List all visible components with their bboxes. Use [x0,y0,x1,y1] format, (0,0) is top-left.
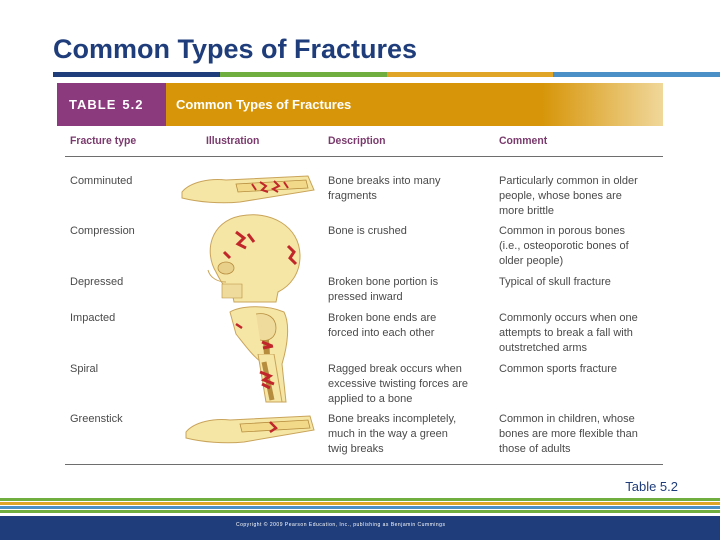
description-line: Bone is crushed [328,225,407,237]
row-type-spiral: Spiral [70,363,99,375]
comment-line: older people) [499,255,564,267]
comment-line: bones are more flexible than [499,428,638,440]
header-rule [65,156,663,157]
description-line: excessive twisting forces are [328,378,468,390]
row-description [328,362,488,407]
table-tag [57,83,166,126]
comment-line: (i.e., osteoporotic bones of [499,240,629,252]
table-tag-label: TABLE [69,97,117,112]
row-description [328,412,488,457]
comment-line: Common in children, whose [499,413,635,425]
table-bottom-rule [65,464,663,465]
forearm-comminuted-icon [180,168,316,206]
row-description [328,311,488,341]
row-type-depressed: Depressed [70,276,124,288]
description-line: twig breaks [328,443,384,455]
description-line: Broken bone ends are [328,312,437,324]
title-underline [53,72,720,77]
row-description [328,174,488,204]
arm-spiral-icon [252,354,298,404]
column-header-type: Fracture type [70,135,137,147]
row-comment [499,362,659,377]
footer-stripes [0,498,720,514]
comment-line: people, whose bones are [499,190,622,202]
comment-line: Particularly common in older [499,175,638,187]
footer-band [0,516,720,540]
description-line: Bone breaks incompletely, [328,413,457,425]
row-description [328,224,488,239]
comment-line: more brittle [499,205,555,217]
description-line: much in the way a green [328,428,448,440]
description-line: Ragged break occurs when [328,363,462,375]
description-line: Broken bone portion is [328,276,439,288]
comment-line: Commonly occurs when one [499,312,638,324]
comment-line: outstretched arms [499,342,588,354]
table-tag-number: 5.2 [122,97,144,112]
column-header-description: Description [328,135,386,147]
comment-line: those of adults [499,443,571,455]
row-comment [499,224,659,269]
header-fade [543,83,663,126]
comment-line: Typical of skull fracture [499,276,611,288]
row-type-compression: Compression [70,225,135,237]
table-title: Common Types of Fractures [166,83,543,126]
description-line: forced into each other [328,327,435,339]
row-type-greenstick: Greenstick [70,413,123,425]
copyright-text: Copyright © 2009 Pearson Education, Inc., publishing as Benjamin Cummings [236,522,446,528]
forearm-greenstick-icon [184,410,316,446]
comment-line: attempts to break a fall with [499,327,633,339]
table-caption: Table 5.2 [625,479,678,494]
description-line: pressed inward [328,291,403,303]
row-comment [499,174,659,219]
skull-depressed-icon [260,240,308,290]
row-description [328,275,488,305]
row-comment [499,275,659,290]
description-line: Bone breaks into many [328,175,441,187]
row-comment [499,311,659,356]
row-comment [499,412,659,457]
table-header [57,83,663,126]
description-line: fragments [328,190,377,202]
description-line: applied to a bone [328,393,413,405]
row-type-comminuted: Comminuted [70,175,133,187]
column-header-illustration: Illustration [206,135,260,147]
slide-title: Common Types of Fractures [53,34,418,64]
row-type-impacted: Impacted [70,312,116,324]
comment-line: Common in porous bones [499,225,625,237]
comment-line: Common sports fracture [499,363,617,375]
column-header-comment: Comment [499,135,548,147]
